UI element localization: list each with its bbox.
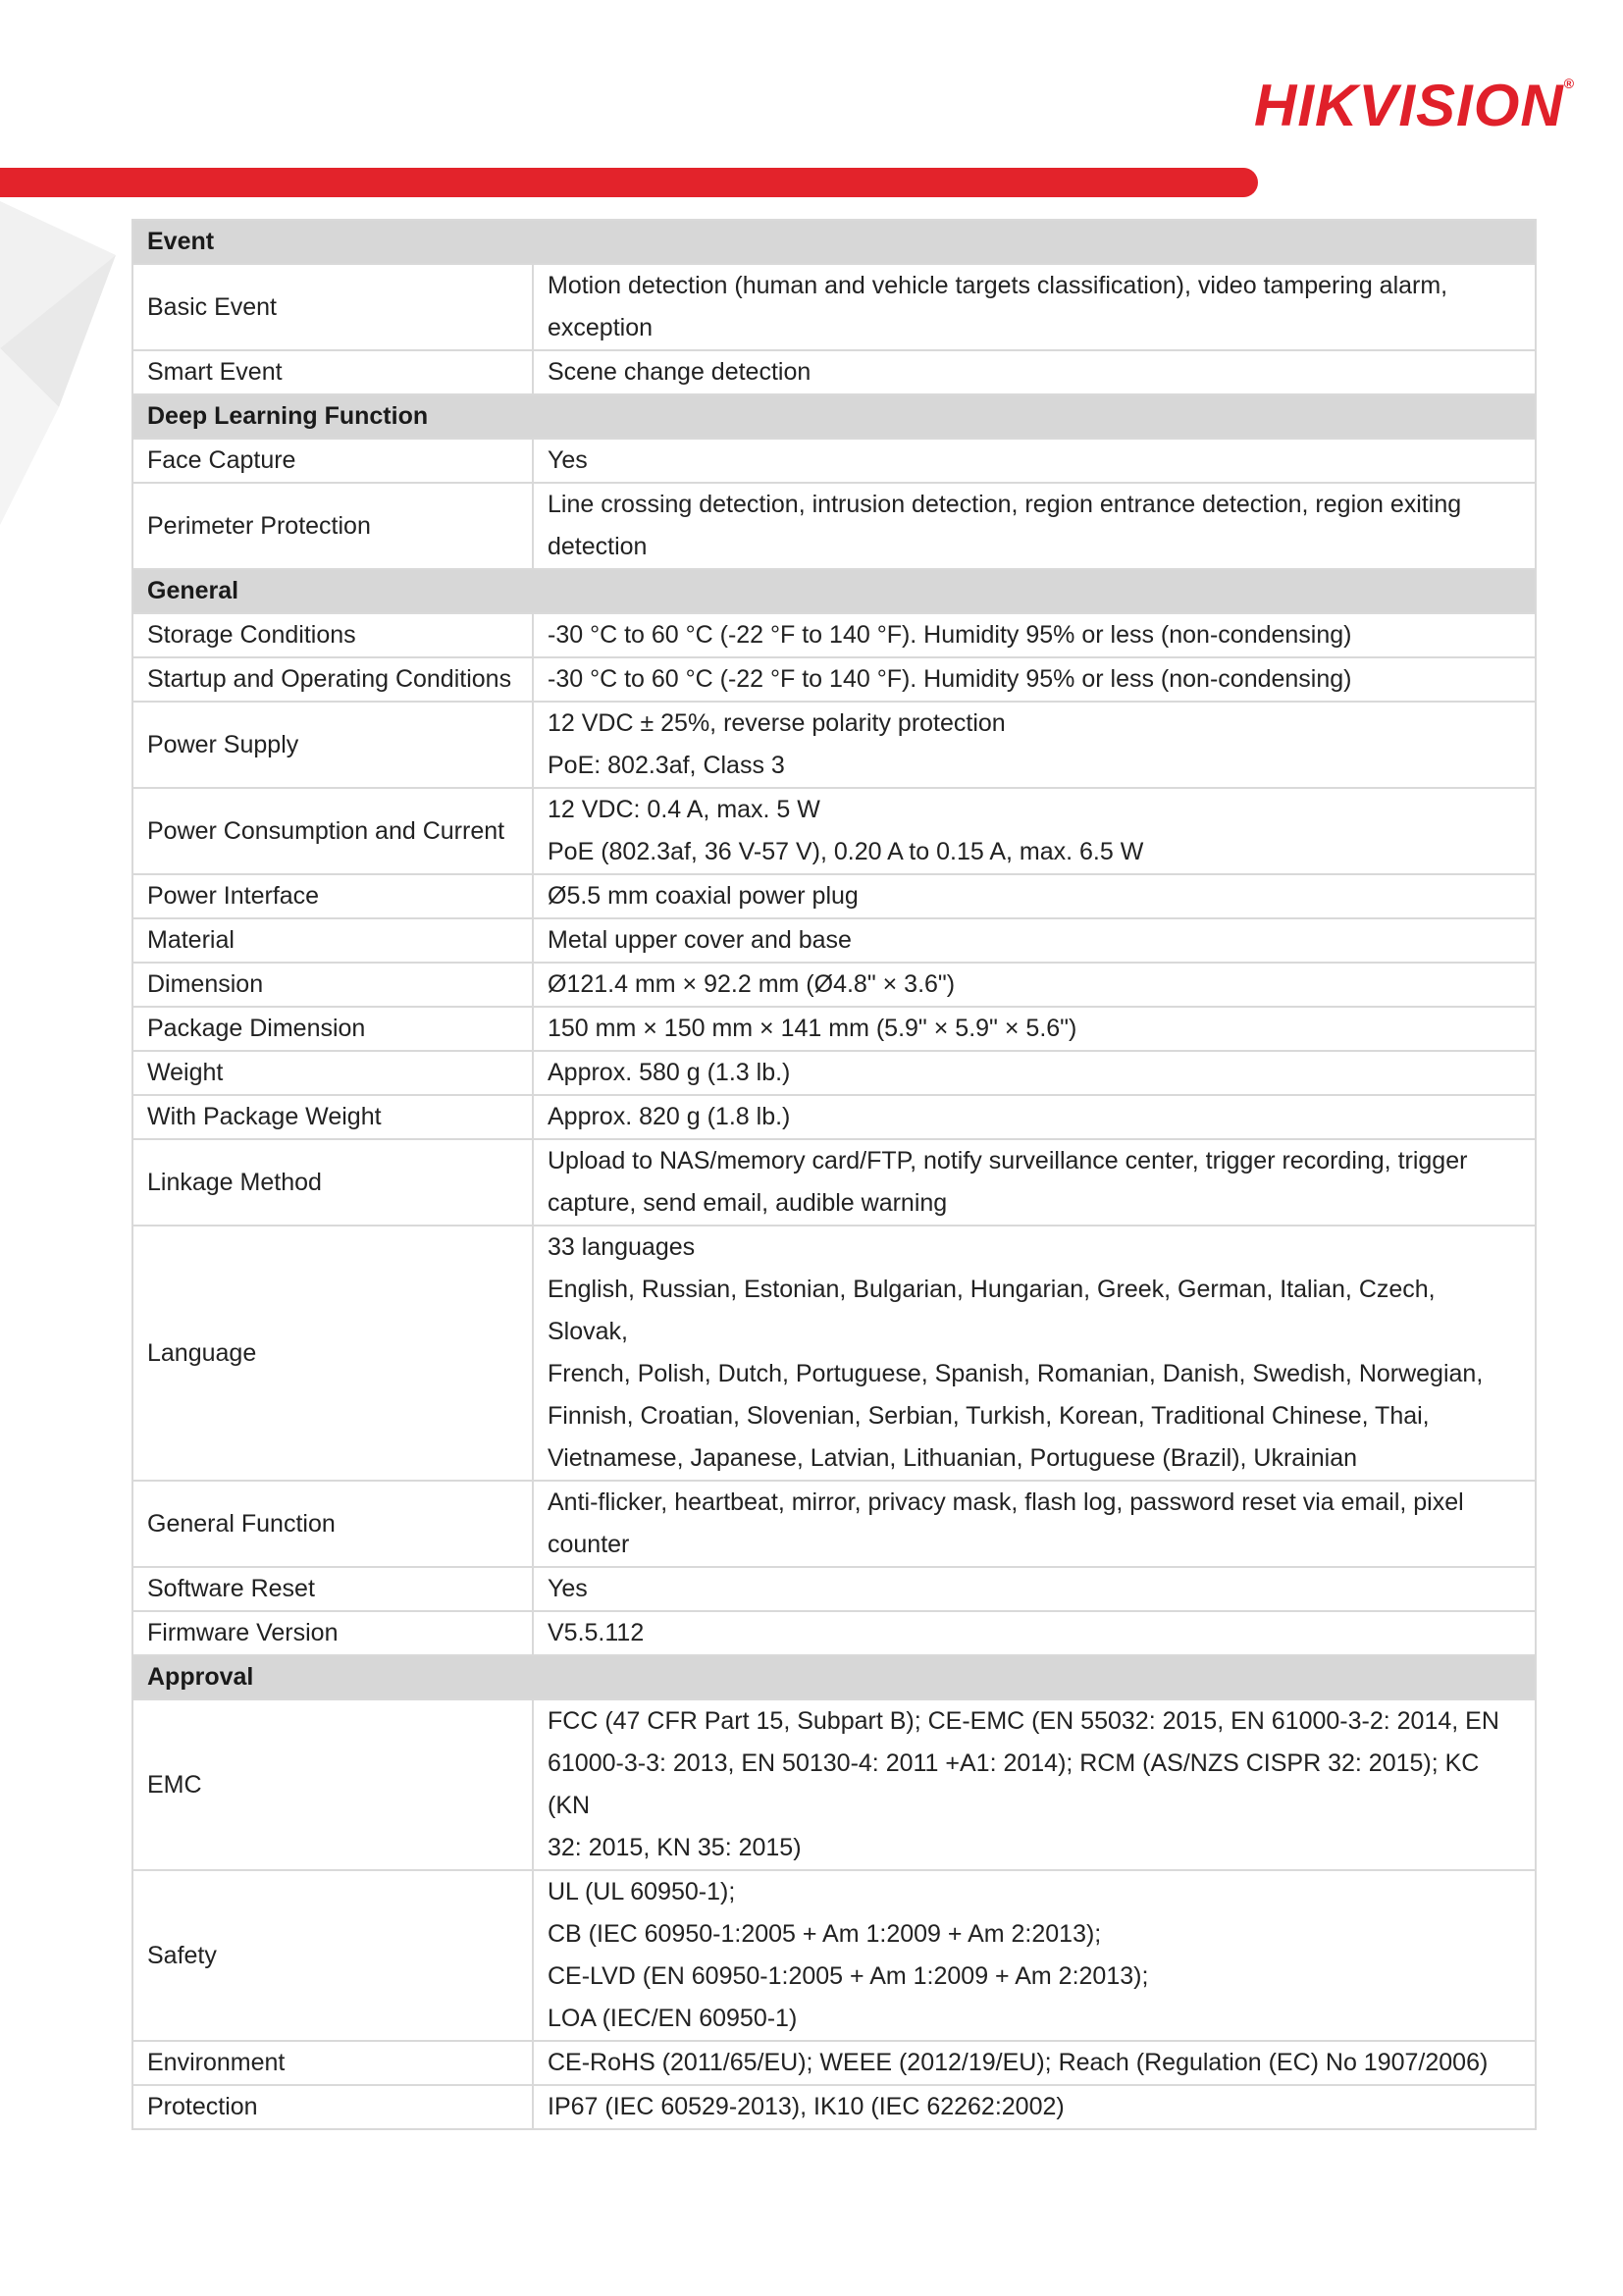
spec-value-line: PoE: 802.3af, Class 3: [548, 752, 785, 779]
spec-value: [533, 1139, 1536, 1226]
table-row: [132, 1139, 1536, 1226]
spec-value-line: Vietnamese, Japanese, Latvian, Lithuanian, Portuguese (Brazil), Ukrainian: [548, 1444, 1358, 1472]
spec-label: Environment: [132, 2041, 533, 2085]
spec-value: [533, 483, 1536, 569]
table-row: [132, 702, 1536, 788]
section-header-row: [132, 569, 1536, 613]
logo-registered-mark: ®: [1563, 76, 1576, 91]
table-row: [132, 264, 1536, 350]
spec-value-line: 12 VDC ± 25%, reverse polarity protection: [548, 709, 1006, 737]
section-title: Deep Learning Function: [132, 394, 1536, 439]
table-row: [132, 439, 1536, 483]
spec-label: Firmware Version: [132, 1611, 533, 1655]
spec-label: Language: [132, 1226, 533, 1481]
spec-value: [533, 788, 1536, 874]
spec-value: [533, 918, 1536, 963]
spec-value-line: CB (IEC 60950-1:2005 + Am 1:2009 + Am 2:2013);: [548, 1920, 1102, 1948]
spec-value: [533, 874, 1536, 918]
spec-value: [533, 1051, 1536, 1095]
section-header-row: [132, 1655, 1536, 1699]
table-row: [132, 1567, 1536, 1611]
table-row: [132, 1481, 1536, 1567]
spec-value-line: French, Polish, Dutch, Portuguese, Spanish, Romanian, Danish, Swedish, Norwegian,: [548, 1360, 1484, 1387]
spec-label: Face Capture: [132, 439, 533, 483]
spec-value-line: Line crossing detection, intrusion detection, region entrance detection, region exiting: [548, 491, 1462, 518]
spec-value-line: Ø5.5 mm coaxial power plug: [548, 882, 859, 910]
table-row: [132, 350, 1536, 394]
spec-label: Power Supply: [132, 702, 533, 788]
table-row: [132, 963, 1536, 1007]
spec-value-line: Approx. 580 g (1.3 lb.): [548, 1059, 791, 1086]
spec-value: [533, 439, 1536, 483]
spec-label: Power Consumption and Current: [132, 788, 533, 874]
spec-value-line: PoE (802.3af, 36 V-57 V), 0.20 A to 0.15 A, max. 6.5 W: [548, 838, 1144, 865]
spec-value-line: IP67 (IEC 60529-2013), IK10 (IEC 62262:2002): [548, 2093, 1065, 2120]
spec-value: [533, 1699, 1536, 1870]
section-title: General: [132, 569, 1536, 613]
spec-label: Smart Event: [132, 350, 533, 394]
table-row: [132, 874, 1536, 918]
spec-label: Startup and Operating Conditions: [132, 657, 533, 702]
spec-value-line: 32: 2015, KN 35: 2015): [548, 1834, 802, 1861]
spec-label: Power Interface: [132, 874, 533, 918]
spec-value-line: -30 °C to 60 °C (-22 °F to 140 °F). Humidity 95% or less (non-condensing): [548, 665, 1352, 693]
spec-value: [533, 1870, 1536, 2041]
spec-label: Material: [132, 918, 533, 963]
spec-label: Software Reset: [132, 1567, 533, 1611]
spec-value-line: Scene change detection: [548, 358, 812, 386]
spec-value-line: LOA (IEC/EN 60950-1): [548, 2005, 798, 2032]
spec-value-line: English, Russian, Estonian, Bulgarian, Hungarian, Greek, German, Italian, Czech, Slovak,: [548, 1276, 1436, 1345]
spec-value: [533, 264, 1536, 350]
spec-value-line: counter: [548, 1531, 630, 1558]
spec-value: [533, 2085, 1536, 2129]
spec-value-line: -30 °C to 60 °C (-22 °F to 140 °F). Humidity 95% or less (non-condensing): [548, 621, 1352, 649]
table-row: [132, 918, 1536, 963]
header-accent-bar: [0, 168, 1258, 197]
spec-label: EMC: [132, 1699, 533, 1870]
spec-label: Linkage Method: [132, 1139, 533, 1226]
table-row: [132, 1611, 1536, 1655]
table-row: [132, 483, 1536, 569]
table-row: [132, 1095, 1536, 1139]
spec-value-line: Finnish, Croatian, Slovenian, Serbian, Turkish, Korean, Traditional Chinese, Thai,: [548, 1402, 1430, 1430]
spec-label: Perimeter Protection: [132, 483, 533, 569]
spec-value: [533, 1007, 1536, 1051]
spec-value-line: Anti-flicker, heartbeat, mirror, privacy mask, flash log, password reset via email, pixel: [548, 1488, 1464, 1516]
specification-table: [131, 219, 1537, 2130]
logo-text: HIKVISION: [1254, 73, 1564, 138]
section-header-row: [132, 220, 1536, 264]
table-row: [132, 1226, 1536, 1481]
spec-value-line: capture, send email, audible warning: [548, 1189, 948, 1217]
spec-label: Dimension: [132, 963, 533, 1007]
spec-label: Basic Event: [132, 264, 533, 350]
spec-value-line: Metal upper cover and base: [548, 926, 852, 954]
table-row: [132, 2085, 1536, 2129]
spec-value: [533, 1481, 1536, 1567]
spec-value: [533, 1567, 1536, 1611]
hikvision-logo: [1254, 73, 1576, 138]
spec-value: [533, 657, 1536, 702]
spec-value-line: CE-LVD (EN 60950-1:2005 + Am 1:2009 + Am 2:2013);: [548, 1962, 1149, 1990]
spec-value-line: 33 languages: [548, 1233, 696, 1261]
spec-value-line: 150 mm × 150 mm × 141 mm (5.9" × 5.9" × 5.6"): [548, 1015, 1077, 1042]
table-row: [132, 1699, 1536, 1870]
spec-value-line: FCC (47 CFR Part 15, Subpart B); CE-EMC (EN 55032: 2015, EN 61000-3-2: 2014, EN: [548, 1707, 1499, 1735]
spec-value: [533, 350, 1536, 394]
spec-value-line: Upload to NAS/memory card/FTP, notify surveillance center, trigger recording, trigger: [548, 1147, 1468, 1174]
spec-label: With Package Weight: [132, 1095, 533, 1139]
spec-value-line: Yes: [548, 1575, 588, 1602]
table-row: [132, 613, 1536, 657]
spec-value-line: Approx. 820 g (1.8 lb.): [548, 1103, 791, 1130]
spec-value: [533, 1611, 1536, 1655]
table-row: [132, 788, 1536, 874]
table-row: [132, 657, 1536, 702]
spec-label: Storage Conditions: [132, 613, 533, 657]
spec-value-line: detection: [548, 533, 648, 560]
spec-value: [533, 963, 1536, 1007]
section-title: Event: [132, 220, 1536, 264]
spec-value: [533, 613, 1536, 657]
spec-label: Weight: [132, 1051, 533, 1095]
table-row: [132, 1870, 1536, 2041]
table-row: [132, 1051, 1536, 1095]
spec-value-line: Ø121.4 mm × 92.2 mm (Ø4.8" × 3.6"): [548, 970, 956, 998]
spec-value-line: UL (UL 60950-1);: [548, 1878, 736, 1905]
spec-value-line: 12 VDC: 0.4 A, max. 5 W: [548, 796, 820, 823]
spec-label: Protection: [132, 2085, 533, 2129]
spec-value: [533, 2041, 1536, 2085]
spec-value-line: exception: [548, 314, 654, 341]
table-row: [132, 1007, 1536, 1051]
section-header-row: [132, 394, 1536, 439]
spec-label: Safety: [132, 1870, 533, 2041]
spec-value-line: CE-RoHS (2011/65/EU); WEEE (2012/19/EU); Reach (Regulation (EC) No 1907/2006): [548, 2049, 1489, 2076]
background-watermark-graphic: [0, 201, 132, 525]
spec-value-line: Motion detection (human and vehicle targets classification), video tampering alarm,: [548, 272, 1448, 299]
spec-label: Package Dimension: [132, 1007, 533, 1051]
section-title: Approval: [132, 1655, 1536, 1699]
spec-label: General Function: [132, 1481, 533, 1567]
spec-value: [533, 1226, 1536, 1481]
spec-value-line: V5.5.112: [548, 1619, 645, 1646]
spec-value: [533, 702, 1536, 788]
spec-value-line: Yes: [548, 446, 588, 474]
spec-value: [533, 1095, 1536, 1139]
table-row: [132, 2041, 1536, 2085]
spec-value-line: 61000-3-3: 2013, EN 50130-4: 2011 +A1: 2014); RCM (AS/NZS CISPR 32: 2015); KC (KN: [548, 1749, 1480, 1819]
